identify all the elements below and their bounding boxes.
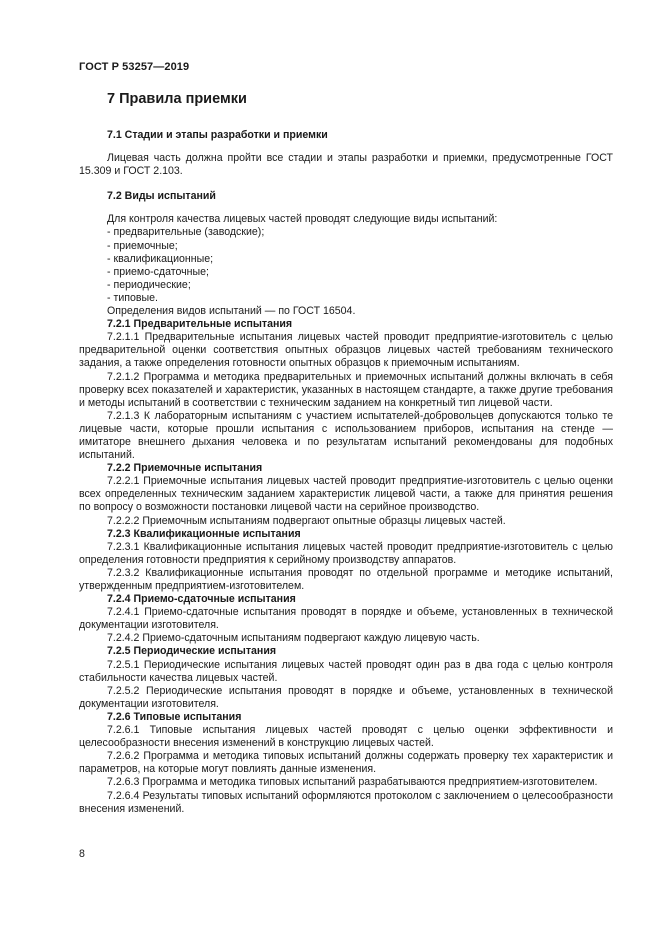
paragraph-7-2-1-2: 7.2.1.2 Программа и методика предварительных и приемочных испытаний должны включать в себя проверку всех показателей и характеристик, указанных в настоящем стандарте, а также другие требования и методы испытаний в соответствии с техническим заданием на конкретный тип лицевой части. [79, 370, 613, 409]
subsection-7-1-text: Лицевая часть должна пройти все стадии и этапы разработки и приемки, предусмотренные ГОСТ 15.309 и ГОСТ 2.103. [79, 152, 613, 178]
list-item: - предварительные (заводские); [107, 226, 265, 239]
document-id: ГОСТ Р 53257—2019 [79, 61, 190, 73]
subsection-7-2-5-title: 7.2.5 Периодические испытания [107, 645, 277, 658]
subsection-7-2-6-title: 7.2.6 Типовые испытания [107, 710, 242, 723]
list-item: - периодические; [107, 278, 191, 291]
subsection-7-2-4-title: 7.2.4 Приемо-сдаточные испытания [107, 593, 296, 606]
subsection-7-1-title: 7.1 Стадии и этапы разработки и приемки [107, 129, 328, 141]
subsection-7-2-3-title: 7.2.3 Квалификационные испытания [107, 527, 301, 540]
paragraph-7-2-6-1: 7.2.6.1 Типовые испытания лицевых частей проводят с целью оценки эффективности и целесообразности внесения изменений в конструкцию лицевых частей. [79, 724, 613, 750]
paragraph-7-2-6-2: 7.2.6.2 Программа и методика типовых испытаний должны содержать проверку тех характеристик и параметров, на которые могут повлиять данные изменения. [79, 750, 613, 776]
subsection-7-2-2-title: 7.2.2 Приемочные испытания [107, 462, 263, 475]
subsection-7-2-title: 7.2 Виды испытаний [107, 190, 216, 203]
test-types-definitions: Определения видов испытаний — по ГОСТ 16504. [107, 305, 356, 318]
paragraph-7-2-1-3: 7.2.1.3 К лабораторным испытаниям с участием испытателей-добровольцев допускаются только те лицевые части, которые прошли испытания с использованием приборов, испытания на стенде — имитаторе внешнего дыхания человека и по результатам испытаний рекомендованы для подобных испытаний. [79, 409, 613, 462]
paragraph-7-2-3-1: 7.2.3.1 Квалификационные испытания лицевых частей проводит предприятие-изготовитель с целью определения готовности предприятия к серийному производству аппаратов. [79, 540, 613, 566]
paragraph-7-2-2-2: 7.2.2.2 Приемочным испытаниям подвергают опытные образцы лицевых частей. [107, 514, 506, 527]
paragraph-7-2-6-3: 7.2.6.3 Программа и методика типовых испытаний разрабатываются предприятием-изготовителем. [107, 776, 598, 789]
paragraph-7-2-5-2: 7.2.5.2 Периодические испытания проводят в порядке и объеме, установленных в технической документации изготовителя. [79, 684, 613, 710]
list-item: - приемо-сдаточные; [107, 265, 209, 278]
paragraph-7-2-1-1: 7.2.1.1 Предварительные испытания лицевых частей проводит предприятие-изготовитель с целью предварительной оценки соответствия опытных образцов лицевых частей требованиям технического задания, а также определения готовности опытных образцов к приемочным испытаниям. [79, 331, 613, 370]
subsection-7-2-1-title: 7.2.1 Предварительные испытания [107, 318, 293, 331]
paragraph-7-2-5-1: 7.2.5.1 Периодические испытания лицевых частей проводят один раз в два года с целью контроля стабильности качества лицевых частей. [79, 658, 613, 684]
paragraph-7-2-3-2: 7.2.3.2 Квалификационные испытания проводят по отдельной программе и методике испытаний, утвержденным предприятием-изготовителем. [79, 566, 613, 592]
test-types-intro: Для контроля качества лицевых частей проводят следующие виды испытаний: [107, 213, 498, 226]
list-item: - типовые. [107, 291, 158, 304]
paragraph-7-2-4-1: 7.2.4.1 Приемо-сдаточные испытания проводят в порядке и объеме, установленных в технической документации изготовителя. [79, 606, 613, 632]
page-content [79, 90, 613, 816]
paragraph-7-2-6-4: 7.2.6.4 Результаты типовых испытаний оформляются протоколом с заключением о целесообразности внесения изменений. [79, 789, 613, 815]
page-number: 8 [79, 848, 85, 860]
paragraph-7-2-2-1: 7.2.2.1 Приемочные испытания лицевых частей проводит предприятие-изготовитель с целью оценки всех определенных техническим заданием характеристик лицевой части, а также для принятия решения по вопросу о возможности постановки лицевой части на серийное производство. [79, 475, 613, 514]
list-item: - квалификационные; [107, 252, 214, 265]
paragraph-7-2-4-2: 7.2.4.2 Приемо-сдаточным испытаниям подвергают каждую лицевую часть. [107, 632, 480, 645]
section-title: 7 Правила приемки [107, 91, 247, 107]
list-item: - приемочные; [107, 239, 178, 252]
